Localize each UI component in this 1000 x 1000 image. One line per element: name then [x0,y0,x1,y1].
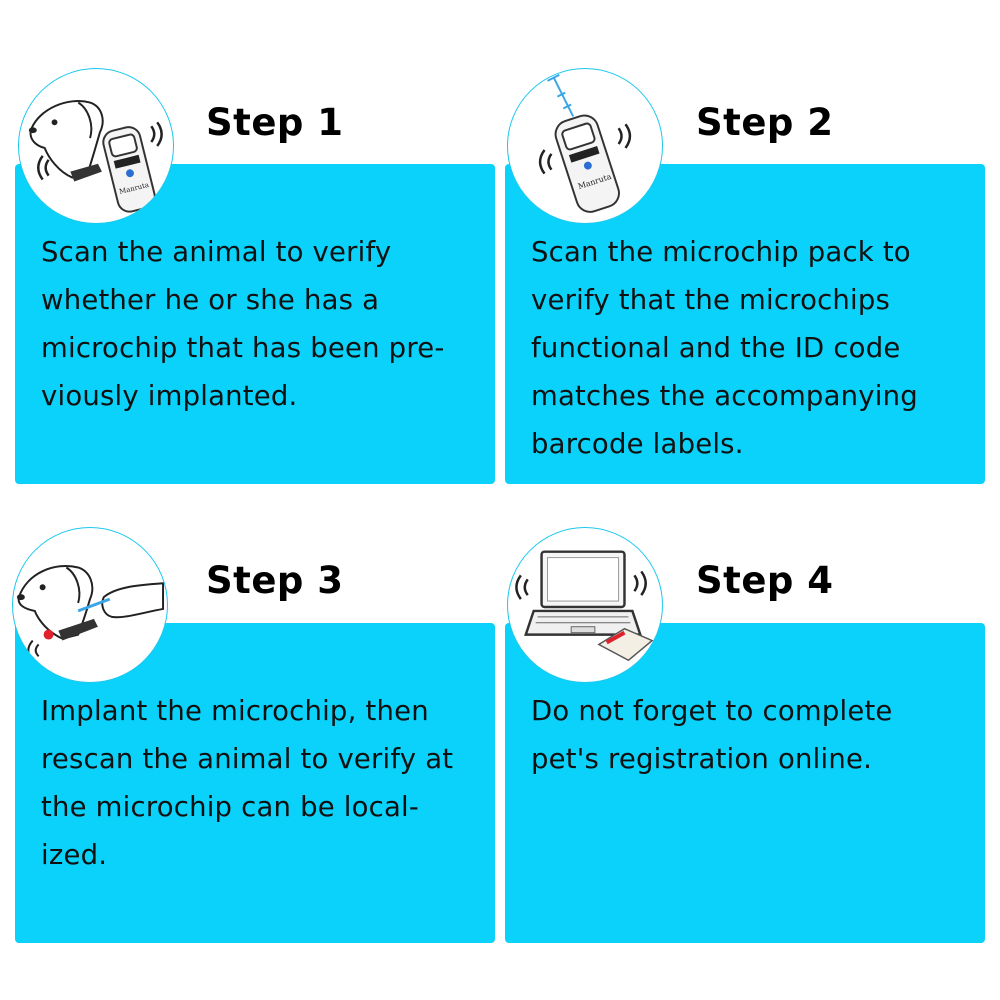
dog-scanner-icon [18,68,174,224]
dog-implant-icon [12,527,168,683]
step-2-title: Step 2 [696,101,834,144]
step-4-text: Do not forget to complete pet's registration online. [531,695,893,775]
step-2-text: Scan the microchip pack to verify that the microchips functional and the ID code matches the accompanying barcode labels. [531,236,918,460]
step-1-title: Step 1 [206,101,344,144]
step-3-text: Implant the microchip, then rescan the animal to verify at the microchip can be local- ized. [41,695,454,871]
svg-text:Manruta: Manruta [576,171,613,192]
laptop-registration-icon [507,527,663,683]
step-4-title: Step 4 [696,559,834,602]
svg-text:Manruta: Manruta [118,180,150,196]
step-1-text: Scan the animal to verify whether he or she has a microchip that has been pre- viously implanted. [41,236,445,412]
step-3-title: Step 3 [206,559,344,602]
microchip-scanner-icon [507,68,663,224]
